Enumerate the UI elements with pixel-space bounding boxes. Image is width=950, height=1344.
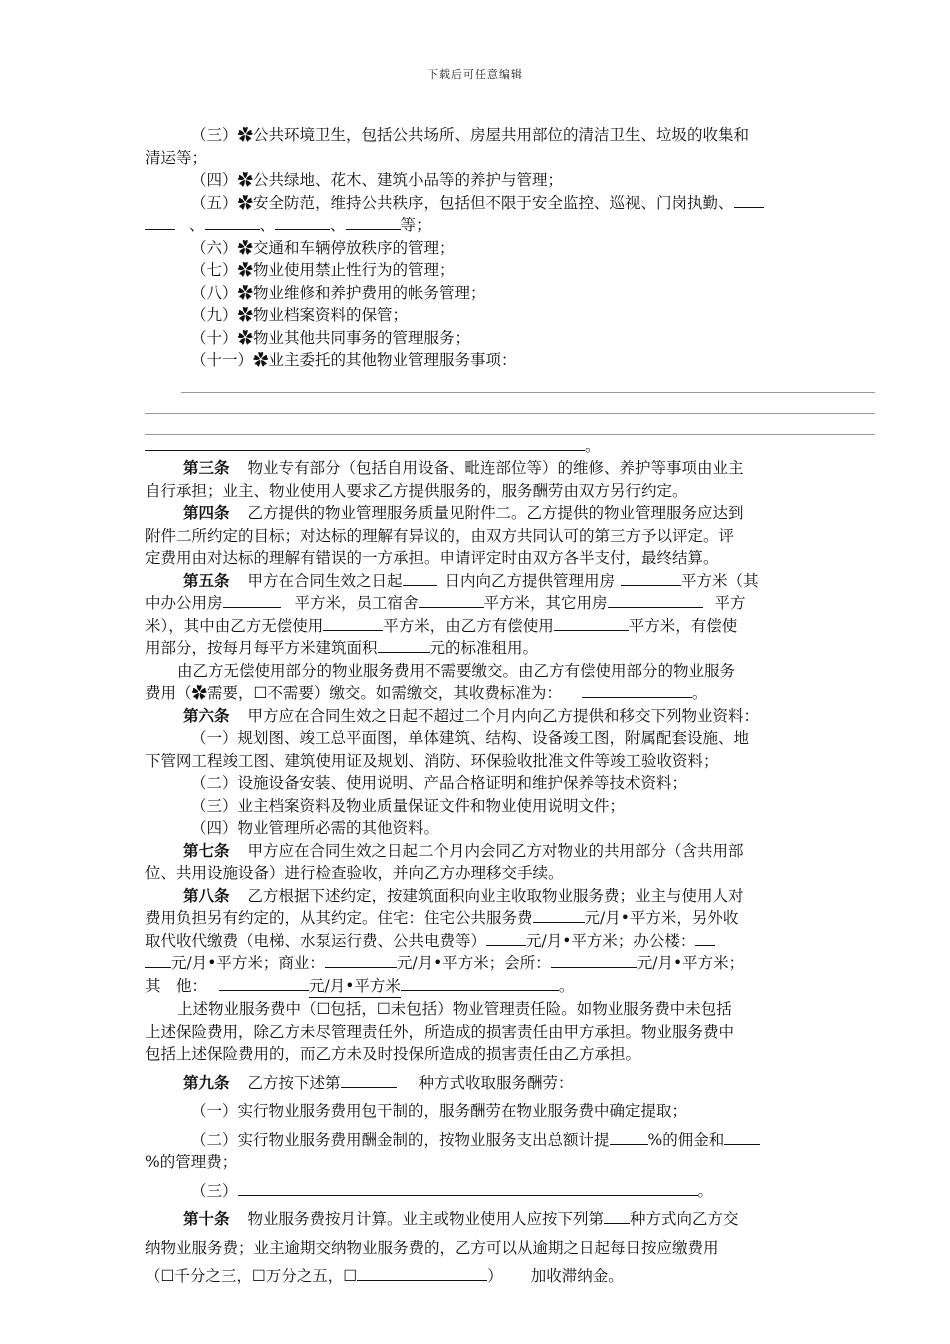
article-8-para: 上述物业服务费中（☐包括，☐未包括）物业管理责任险。如物业服务费中未包括 [177, 1000, 732, 1018]
fill-line-1[interactable] [181, 372, 875, 393]
blank[interactable] [238, 1180, 698, 1196]
article-4-title: 第四条 [183, 503, 230, 522]
blank[interactable] [604, 1208, 630, 1224]
article-6: 第六条 甲方应在合同生效之日起不超过二个月内向乙方提供和移交下列物业资料： [183, 705, 760, 725]
article-8-para: 上述保险费用，除乙方未尽管理责任外，所造成的损害责任由甲方承担。物业服务费中 [145, 1022, 735, 1041]
article-8-line: 取代收代缴费（电梯、水泵运行费、公共电费等） 元/月•平方米；办公楼： [145, 930, 875, 953]
blank-unit[interactable]: 元/月•平方米 [309, 975, 401, 999]
article-7: 第七条 甲方应在合同生效之日起二个月内会同乙方对物业的共用部分（含共用部 [183, 840, 744, 860]
article-9: 第九条 乙方按下述第 种方式收取服务酬劳： [183, 1072, 574, 1092]
article-8-line: 费用负担另有约定的，从其约定。住宅：住宅公共服务费 元/月•平方米，另外收 [145, 909, 739, 927]
item-8: （八）✿物业维修和养护费用的帐务管理； [191, 283, 486, 302]
blank[interactable] [357, 1265, 487, 1281]
blank[interactable] [551, 952, 637, 968]
blank[interactable] [401, 975, 559, 991]
fill-line-2[interactable] [145, 393, 875, 414]
article-5-title: 第五条 [183, 570, 230, 590]
fill-line-3[interactable] [145, 414, 875, 435]
article-6-item: 下管网工程竣工图、建筑使用证及规划、消防、环保验收批准文件等竣工验收资料； [145, 751, 719, 770]
article-4: 第四条 乙方提供的物业管理服务质量见附件二。乙方提供的物业管理服务应达到 [183, 503, 744, 522]
item-3: （三）✿公共环境卫生，包括公共场所、房屋共用部位的清洁卫生、垃圾的收集和 [191, 126, 750, 144]
blank[interactable] [554, 615, 629, 631]
article-7-title: 第七条 [183, 840, 230, 860]
article-9-item: （一）实行物业服务费用包干制的，服务酬劳在物业服务费中确定提取； [191, 1102, 688, 1120]
item-6: （六）✿交通和车辆停放秩序的管理； [191, 238, 455, 257]
blank[interactable] [419, 592, 484, 608]
blank-days[interactable] [403, 570, 437, 586]
blank[interactable] [223, 592, 281, 608]
page-header: 下载后可任意编辑 [427, 68, 523, 81]
article-8-para: 包括上述保险费用的，而乙方未及时投保所造成的损害责任由乙方承担。 [145, 1045, 642, 1063]
item-11: （十一）✿业主委托的其他物业管理服务事项： [191, 351, 517, 369]
blank[interactable] [734, 192, 764, 208]
article-9-item: （三） 。 [191, 1181, 714, 1200]
blank[interactable] [205, 214, 260, 230]
article-5-line: 费用（✿需要，☐不需要）缴交。如需缴交，其收费标准为： 。 [145, 684, 708, 702]
article-8-line: 其 他： 元/月•平方米 。 [145, 975, 875, 999]
article-9-item: %的管理费； [145, 1153, 238, 1171]
fill-line-4[interactable] [145, 435, 585, 451]
blank[interactable] [323, 615, 383, 631]
article-10-line: （☐千分之三，☐万分之五，☐ ） 加收滞纳金。 [145, 1267, 624, 1285]
article-9-item: （二）实行物业服务费用酬金制的，按物业服务支出总额计提 %的佣金和 [145, 1129, 875, 1152]
article-6-item: （三）业主档案资料及物业质量保证文件和物业使用说明文件； [191, 796, 626, 815]
article-6-item: （一）规划图、竣工总平面图，单体建筑、结构、设备竣工图，附属配套设施、地 [191, 729, 750, 747]
blank[interactable] [346, 214, 401, 230]
blank[interactable] [610, 1129, 648, 1145]
article-10: 第十条 物业服务费按月计算。业主或物业使用人应按下列第 种方式向乙方交 [183, 1209, 739, 1228]
article-8: 第八条 乙方根据下述约定，按建筑面积向业主收取物业服务费；业主与使用人对 [183, 885, 744, 905]
item-5-cont: 、 、 、 等； [145, 214, 875, 237]
blank[interactable] [724, 1129, 760, 1145]
article-10-line: 纳物业服务费；业主逾期交纳物业服务费的，乙方可以从逾期之日起每日按应缴费用 [145, 1238, 719, 1257]
article-4-line: 定费用由对达标的理解有错误的一方承担。申请评定时由双方各半支付，最终结算。 [145, 549, 719, 567]
blank[interactable] [145, 952, 171, 968]
article-5-line: 用部分，按每月每平方米建筑面积 元的标准租用。 [145, 639, 539, 657]
article-3-line: 自行承担；业主、物业使用人要求乙方提供服务的，服务酬劳由双方另行约定。 [145, 481, 688, 500]
blank[interactable] [608, 592, 703, 608]
item-4: （四）✿公共绿地、花木、建筑小品等的养护与管理； [191, 171, 564, 189]
item-10: （十）✿物业其他共同事务的管理服务； [191, 328, 471, 347]
article-6-item: （二）设施设备安装、使用说明、产品合格证明和维护保养等技术资料； [191, 774, 688, 792]
article-8-title: 第八条 [183, 885, 230, 905]
blank[interactable] [341, 1072, 397, 1088]
fill-line-4-row: 。 [145, 435, 875, 458]
item-3-cont: 清运等； [145, 148, 208, 167]
article-3: 第三条 物业专有部分（包括自用设备、毗连部位等）的维修、养护等事项由业主 [183, 458, 744, 477]
article-5: 第五条 甲方在合同生效之日起 日内向乙方提供管理用房 平方米（其 [183, 570, 759, 590]
article-8-line: 元/月•平方米；商业： 元/月•平方米；会所： 元/月•平方米； [145, 952, 875, 975]
blank[interactable] [486, 930, 526, 946]
item-7: （七）✿物业使用禁止性行为的管理； [191, 261, 455, 279]
item-5-text: （五）✿安全防范，维持公共秩序，包括但不限于安全监控、巡视、门岗执勤、 [191, 193, 734, 212]
article-6-item: （四）物业管理所必需的其他资料。 [191, 819, 440, 837]
item-9: （九）✿物业档案资料的保管； [191, 306, 409, 324]
blank[interactable] [695, 930, 715, 946]
blank-area[interactable] [621, 570, 681, 586]
blank[interactable] [275, 214, 330, 230]
article-6-title: 第六条 [183, 705, 230, 725]
article-7-line: 位、共用设施设备）进行检查验收，并向乙方办理移交手续。 [145, 864, 564, 882]
blank[interactable] [533, 907, 585, 923]
article-5-line: 由乙方无偿使用部分的物业服务费用不需要缴交。由乙方有偿使用部分的物业服务 [177, 661, 736, 680]
contract-body [145, 124, 875, 1288]
blank-fee[interactable] [582, 682, 692, 698]
article-5-line: 米），其中由乙方无偿使用 平方米，由乙方有偿使用 平方米，有偿使 [145, 616, 738, 635]
blank[interactable] [219, 975, 309, 991]
blank[interactable] [145, 214, 175, 230]
article-10-title: 第十条 [183, 1209, 230, 1228]
article-3-title: 第三条 [183, 458, 230, 477]
blank[interactable] [378, 637, 430, 653]
blank[interactable] [325, 952, 397, 968]
article-5-line: 中办公用房 平方米，员工宿舍 平方米，其它用房 平方 [145, 594, 746, 612]
item-5 [145, 192, 875, 215]
article-9-title: 第九条 [183, 1072, 230, 1092]
article-4-line: 附件二所约定的目标；对达标的理解有异议的，由双方共同认可的第三方予以评定。评 [145, 526, 735, 545]
